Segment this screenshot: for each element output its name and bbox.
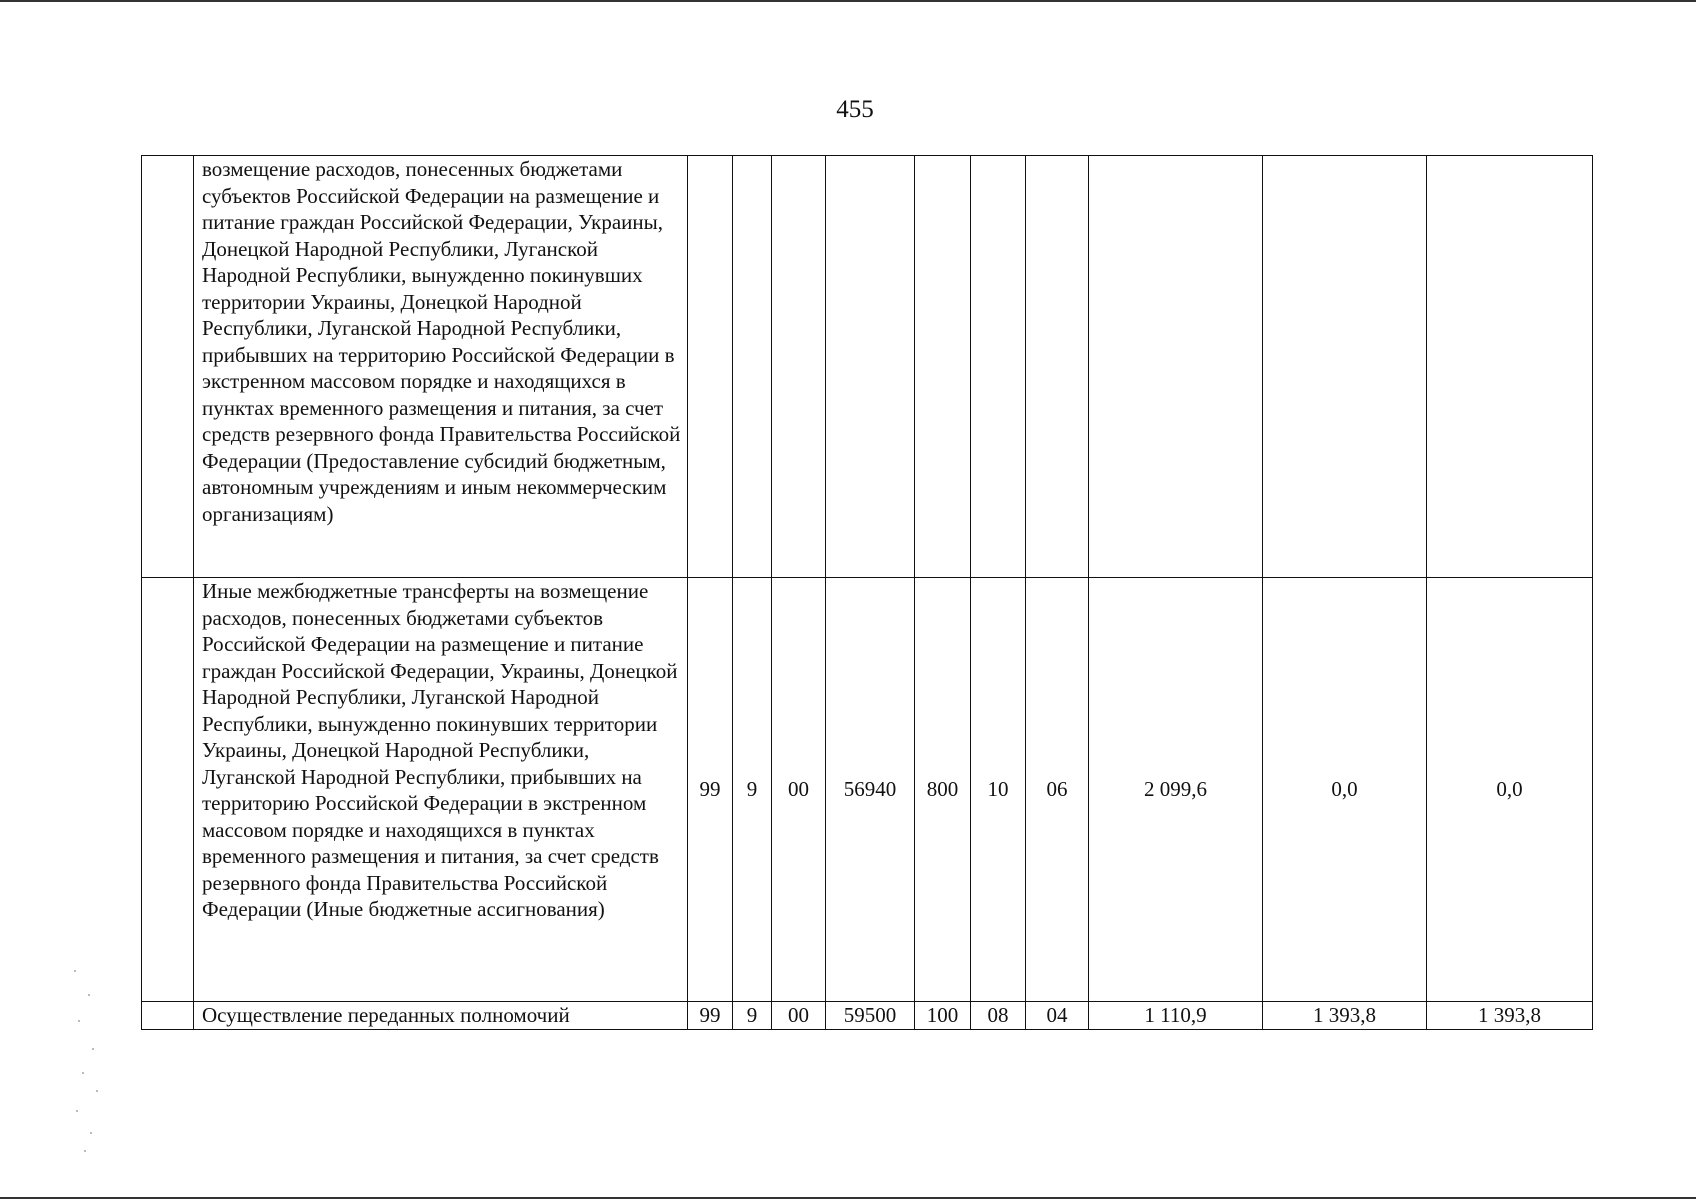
code-cell: 800 bbox=[915, 578, 971, 1002]
code-cell: 10 bbox=[971, 578, 1026, 1002]
description-cell: возмещение расходов, понесенных бюджетами субъектов Российской Федерации на размещение и питание граждан Российской Федерации, Украины, Донецкой Народной Республики, Луганской Народной Республики, вынужденно покинувших территории Украины, Донецкой Народной Республики, Луганской Народной Республики, прибывших на территорию Российской Федерации в экстренном массовом порядке и находящихся в пунктах временного размещения и питания, за счет средств резервного фонда Правительства Российской Федерации (Предоставление субсидий бюджетным, автономным учреждениям и иным некоммерческим организациям) bbox=[194, 156, 688, 578]
amount-cell bbox=[1427, 156, 1593, 578]
bottom-border-line bbox=[0, 1197, 1696, 1199]
code-cell bbox=[1026, 156, 1089, 578]
code-cell bbox=[915, 156, 971, 578]
code-cell bbox=[971, 156, 1026, 578]
code-cell bbox=[688, 156, 733, 578]
amount-cell: 0,0 bbox=[1263, 578, 1427, 1002]
amount-cell: 1 393,8 bbox=[1263, 1002, 1427, 1030]
row-number-cell bbox=[142, 578, 194, 1002]
amount-cell bbox=[1089, 156, 1263, 578]
code-cell: 9 bbox=[733, 578, 772, 1002]
amount-cell: 1 393,8 bbox=[1427, 1002, 1593, 1030]
code-cell: 99 bbox=[688, 578, 733, 1002]
code-cell: 00 bbox=[772, 578, 826, 1002]
top-border-line bbox=[0, 0, 1696, 2]
code-cell: 59500 bbox=[826, 1002, 915, 1030]
code-cell: 9 bbox=[733, 1002, 772, 1030]
code-cell: 06 bbox=[1026, 578, 1089, 1002]
amount-cell: 1 110,9 bbox=[1089, 1002, 1263, 1030]
table-row bbox=[142, 578, 1593, 1002]
row-number-cell bbox=[142, 1002, 194, 1030]
amount-cell bbox=[1263, 156, 1427, 578]
amount-cell: 0,0 bbox=[1427, 578, 1593, 1002]
code-cell bbox=[826, 156, 915, 578]
budget-table bbox=[141, 155, 1593, 1030]
scan-artifact bbox=[70, 960, 110, 1170]
table-row bbox=[142, 156, 1593, 578]
code-cell: 04 bbox=[1026, 1002, 1089, 1030]
code-cell: 08 bbox=[971, 1002, 1026, 1030]
code-cell bbox=[772, 156, 826, 578]
description-cell: Иные межбюджетные трансферты на возмещение расходов, понесенных бюджетами субъектов Российской Федерации на размещение и питание граждан Российской Федерации, Украины, Донецкой Народной Республики, Луганской Народной Республики, вынужденно покинувших территории Украины, Донецкой Народной Республики, Луганской Народной Республики, прибывших на территорию Российской Федерации в экстренном массовом порядке и находящихся в пунктах временного размещения и питания, за счет средств резервного фонда Правительства Российской Федерации (Иные бюджетные ассигнования) bbox=[194, 578, 688, 1002]
code-cell: 99 bbox=[688, 1002, 733, 1030]
code-cell bbox=[733, 156, 772, 578]
code-cell: 00 bbox=[772, 1002, 826, 1030]
row-number-cell bbox=[142, 156, 194, 578]
page-number: 455 bbox=[836, 96, 874, 123]
code-cell: 56940 bbox=[826, 578, 915, 1002]
description-cell: Осуществление переданных полномочий bbox=[194, 1002, 688, 1030]
amount-cell: 2 099,6 bbox=[1089, 578, 1263, 1002]
table-row bbox=[142, 1002, 1593, 1030]
code-cell: 100 bbox=[915, 1002, 971, 1030]
